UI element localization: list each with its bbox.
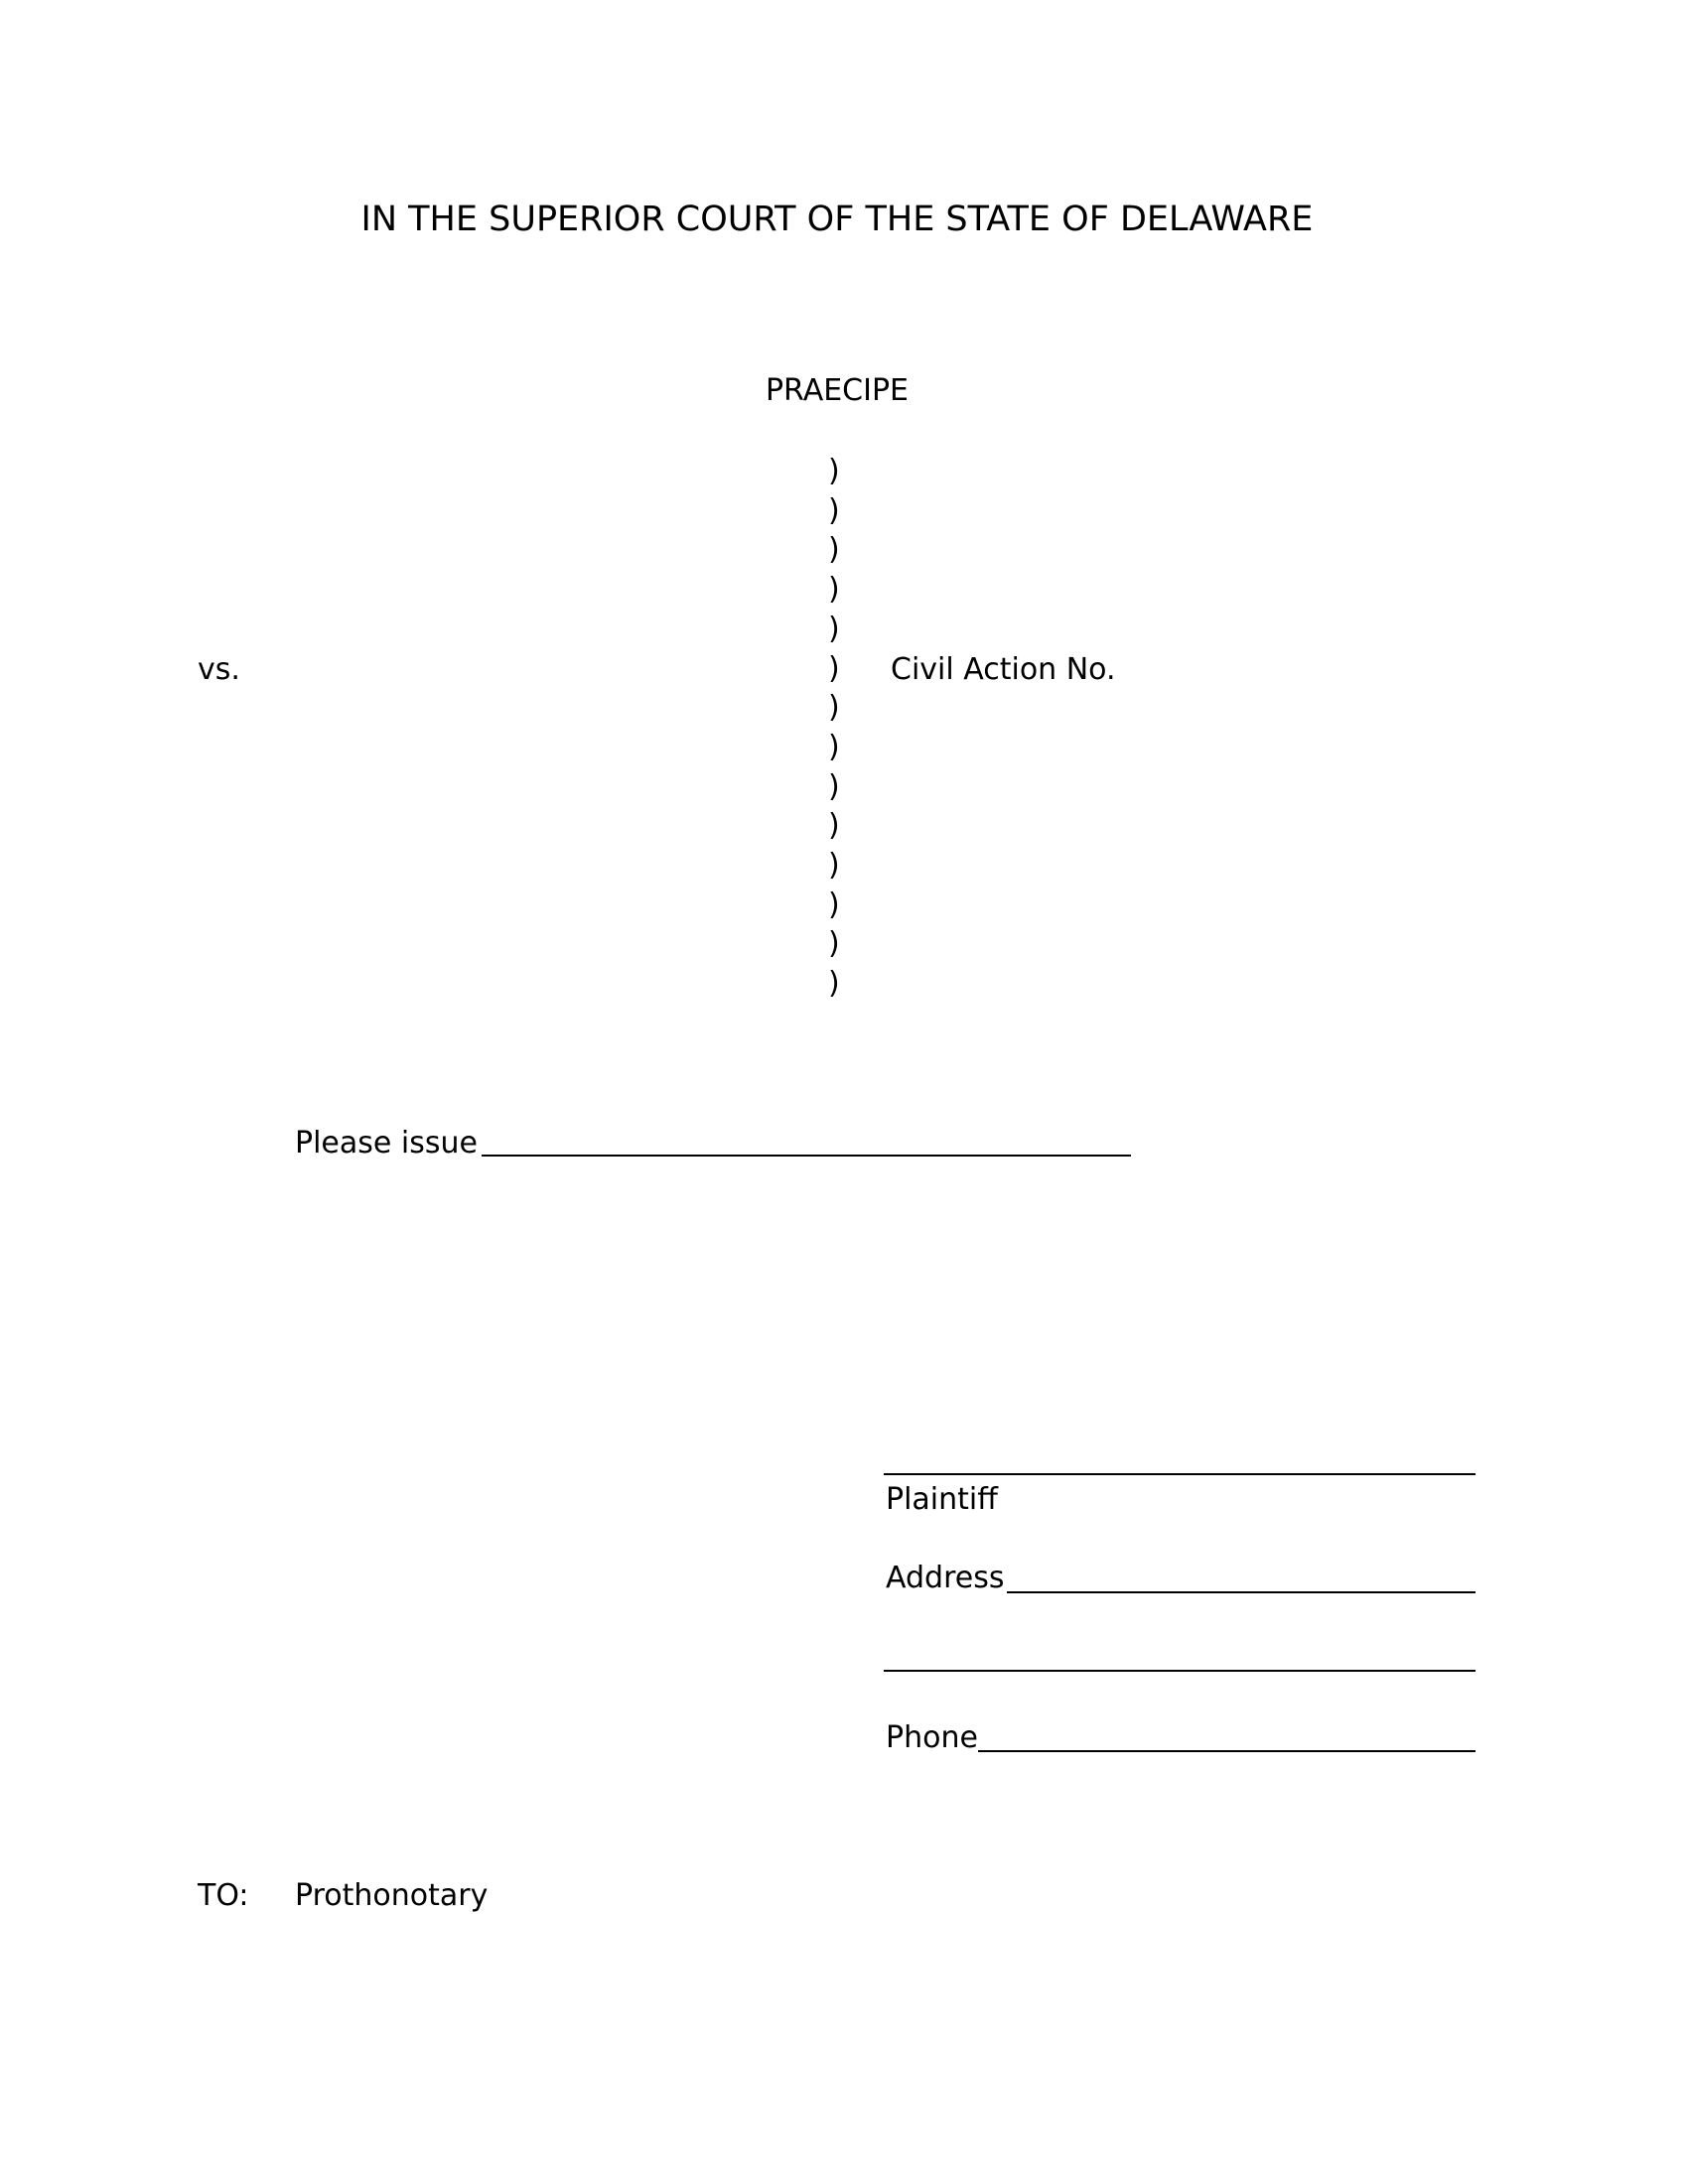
vs-label: vs. [198, 652, 240, 687]
caption-paren: ) [828, 887, 840, 922]
caption-paren: ) [828, 729, 840, 764]
caption-paren: ) [828, 848, 840, 883]
address-field-2[interactable] [884, 1670, 1476, 1672]
address-field-1[interactable] [1007, 1591, 1476, 1593]
caption-paren: ) [828, 966, 840, 1002]
plaintiff-label: Plaintiff [886, 1482, 998, 1517]
address-label: Address [886, 1561, 1005, 1595]
caption-paren: ) [828, 532, 840, 568]
please-issue-field[interactable] [482, 1155, 1131, 1157]
caption-paren: ) [828, 650, 840, 686]
please-issue-label: Please issue [295, 1126, 478, 1160]
to-label: TO: [198, 1878, 249, 1913]
phone-label: Phone [886, 1720, 978, 1755]
document-heading: PRAECIPE [765, 373, 910, 408]
phone-field[interactable] [978, 1750, 1476, 1752]
to-recipient: Prothonotary [295, 1878, 489, 1913]
caption-paren: ) [828, 454, 840, 488]
court-title: IN THE SUPERIOR COURT OF THE STATE OF DELAWARE [360, 200, 1314, 239]
plaintiff-signature-field[interactable] [884, 1473, 1476, 1475]
caption-paren: ) [828, 926, 840, 962]
civil-action-label: Civil Action No. [891, 652, 1116, 687]
caption-paren: ) [828, 492, 840, 528]
caption-paren: ) [828, 808, 840, 844]
caption-paren: ) [828, 768, 840, 804]
caption-paren: ) [828, 572, 840, 608]
caption-paren: ) [828, 611, 840, 646]
caption-paren: ) [828, 690, 840, 726]
